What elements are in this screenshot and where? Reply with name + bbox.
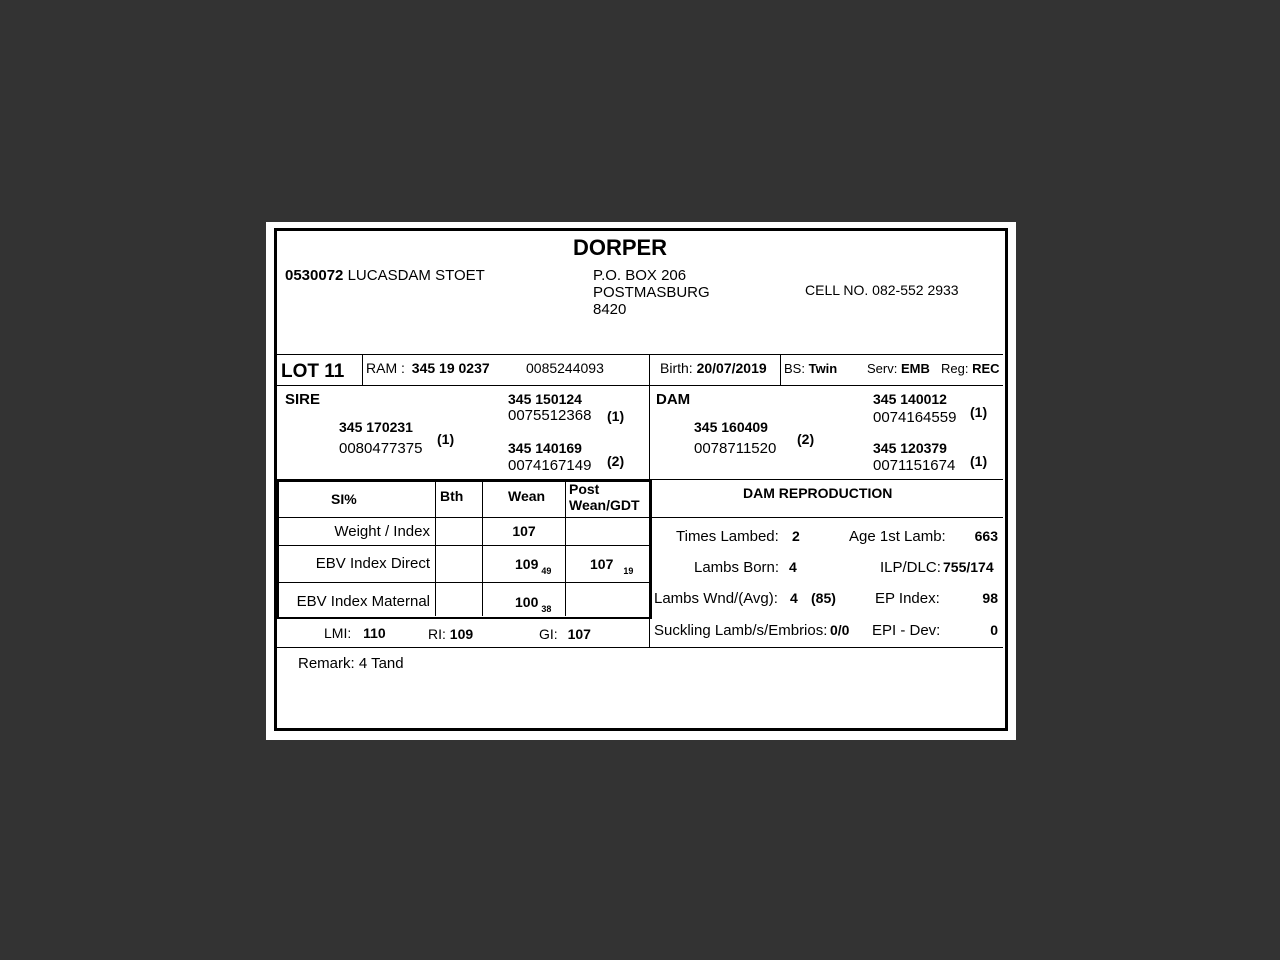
bth-header: Bth xyxy=(440,488,464,504)
birth xyxy=(660,360,767,377)
serv-label: Serv: xyxy=(867,361,898,376)
times-lambed-label: Times Lambed: xyxy=(676,528,779,545)
ram-label: RAM : xyxy=(366,360,405,376)
row-weight-label: Weight / Index xyxy=(334,523,430,540)
row-direct-post-sub: 19 xyxy=(623,566,634,576)
remark: Remark: 4 Tand xyxy=(298,655,404,672)
gi-label: GI: xyxy=(539,626,558,642)
ep-index-value: 98 xyxy=(982,590,998,606)
post-header-line1: Post xyxy=(569,481,600,497)
lmi-label: LMI: xyxy=(324,625,352,641)
sire-grand1-mark: (1) xyxy=(607,408,625,424)
dam-grand1-number: 345 140012 xyxy=(873,391,947,407)
post-header-line2: Wean/GDT xyxy=(569,497,640,513)
divider-ram xyxy=(277,385,1003,386)
row-direct-label: EBV Index Direct xyxy=(315,555,430,572)
address-line2: POSTMASBURG xyxy=(593,284,710,301)
si-col-divider-1 xyxy=(435,481,436,616)
reg-value: REC xyxy=(972,361,1000,376)
ram-number: 345 19 0237 xyxy=(411,360,490,376)
lot-number: LOT 11 xyxy=(281,361,345,382)
cell-number xyxy=(805,282,959,299)
dam-grand1-mark: (1) xyxy=(970,404,988,420)
lambs-weaned-avg: (85) xyxy=(811,590,836,606)
ri-value: 109 xyxy=(449,626,474,642)
si-header: SI% xyxy=(331,491,357,507)
row-direct-wean xyxy=(515,556,551,580)
birth-status xyxy=(784,360,837,377)
bs-value: Twin xyxy=(808,361,838,376)
row-maternal-wean-sub: 38 xyxy=(541,604,552,614)
si-row-divider-3 xyxy=(277,582,650,583)
breed-title: DORPER xyxy=(572,235,668,260)
divider-lot xyxy=(362,354,363,385)
cell-label: CELL NO. xyxy=(805,282,869,298)
sire-grand1-id: 0075512368 xyxy=(508,407,592,424)
ri xyxy=(428,626,473,643)
sire-grand2-number: 345 140169 xyxy=(508,440,582,456)
serv-value: EMB xyxy=(900,361,930,376)
sire-id: 0080477375 xyxy=(339,440,423,457)
times-lambed-value: 2 xyxy=(792,528,800,544)
age-first-lamb-label: Age 1st Lamb: xyxy=(849,528,946,545)
dam-mark: (2) xyxy=(797,431,815,447)
epi-dev-value: 0 xyxy=(990,622,998,638)
ilp-dlc-label: ILP/DLC: xyxy=(880,559,941,576)
row-maternal-wean xyxy=(515,594,551,618)
birth-value: 20/07/2019 xyxy=(696,360,767,376)
owner xyxy=(285,267,485,284)
sire-mark: (1) xyxy=(437,431,455,447)
sire-number: 345 170231 xyxy=(339,419,413,435)
divider-birth xyxy=(780,354,781,385)
gi-value: 107 xyxy=(567,626,591,642)
lambs-born-label: Lambs Born: xyxy=(694,559,780,576)
dam-number: 345 160409 xyxy=(694,419,768,435)
row-direct-post-value: 107 xyxy=(590,556,614,572)
dam-grand2-number: 345 120379 xyxy=(873,440,947,456)
gi xyxy=(539,626,591,643)
lmi xyxy=(324,625,386,642)
si-col-divider-2 xyxy=(482,481,483,616)
service xyxy=(867,360,930,377)
row-direct-wean-value: 109 xyxy=(515,556,539,572)
lambs-weaned-value: 4 xyxy=(790,590,798,606)
dam-repro-title: DAM REPRODUCTION xyxy=(743,485,893,501)
row-direct-post xyxy=(590,556,633,580)
si-col-divider-3 xyxy=(565,481,566,616)
row-maternal-wean-value: 100 xyxy=(515,594,539,610)
sire-grand1-number: 345 150124 xyxy=(508,391,582,407)
si-row-divider-1 xyxy=(277,517,650,518)
sire-grand2-id: 0074167149 xyxy=(508,457,592,474)
dam-grand2-id: 0071151674 xyxy=(873,457,956,474)
row-weight-wean: 107 xyxy=(512,523,536,539)
divider-indices xyxy=(277,647,1003,648)
suckling-value: 0/0 xyxy=(830,622,850,638)
ep-index-label: EP Index: xyxy=(875,590,940,607)
reg-label: Reg: xyxy=(941,361,969,376)
dam-label: DAM xyxy=(656,391,691,408)
lambs-weaned-label: Lambs Wnd/(Avg): xyxy=(654,590,778,607)
owner-name: LUCASDAM STOET xyxy=(347,267,485,284)
address-line3: 8420 xyxy=(593,301,627,318)
si-row-divider-2 xyxy=(277,545,650,546)
epi-dev-label: EPI - Dev: xyxy=(872,622,941,639)
row-maternal-label: EBV Index Maternal xyxy=(296,593,430,610)
dam-grand2-mark: (1) xyxy=(970,453,988,469)
dam-grand1-id: 0074164559 xyxy=(873,409,957,426)
divider-repro-title xyxy=(650,517,1003,518)
wean-header: Wean xyxy=(508,488,546,504)
suckling-label: Suckling Lamb/s/Embrios: xyxy=(654,622,828,639)
row-direct-wean-sub: 49 xyxy=(541,566,552,576)
owner-id: 0530072 xyxy=(285,267,344,284)
ram-id: 0085244093 xyxy=(526,360,604,376)
divider-header xyxy=(277,354,1003,355)
birth-label: Birth: xyxy=(660,360,693,376)
cell-value: 082-552 2933 xyxy=(872,282,959,298)
ri-label: RI: xyxy=(428,626,446,642)
ilp-dlc-value: 755/174 xyxy=(943,559,994,575)
registration xyxy=(941,360,1000,377)
lmi-value: 110 xyxy=(363,625,386,641)
address-line1: P.O. BOX 206 xyxy=(593,267,687,284)
ram-info xyxy=(366,360,490,377)
sire-label: SIRE xyxy=(285,391,321,408)
dam-id: 0078711520 xyxy=(694,440,777,457)
bs-label: BS: xyxy=(784,361,805,376)
lambs-born-value: 4 xyxy=(789,559,797,575)
age-first-lamb-value: 663 xyxy=(974,528,998,544)
sire-grand2-mark: (2) xyxy=(607,453,625,469)
